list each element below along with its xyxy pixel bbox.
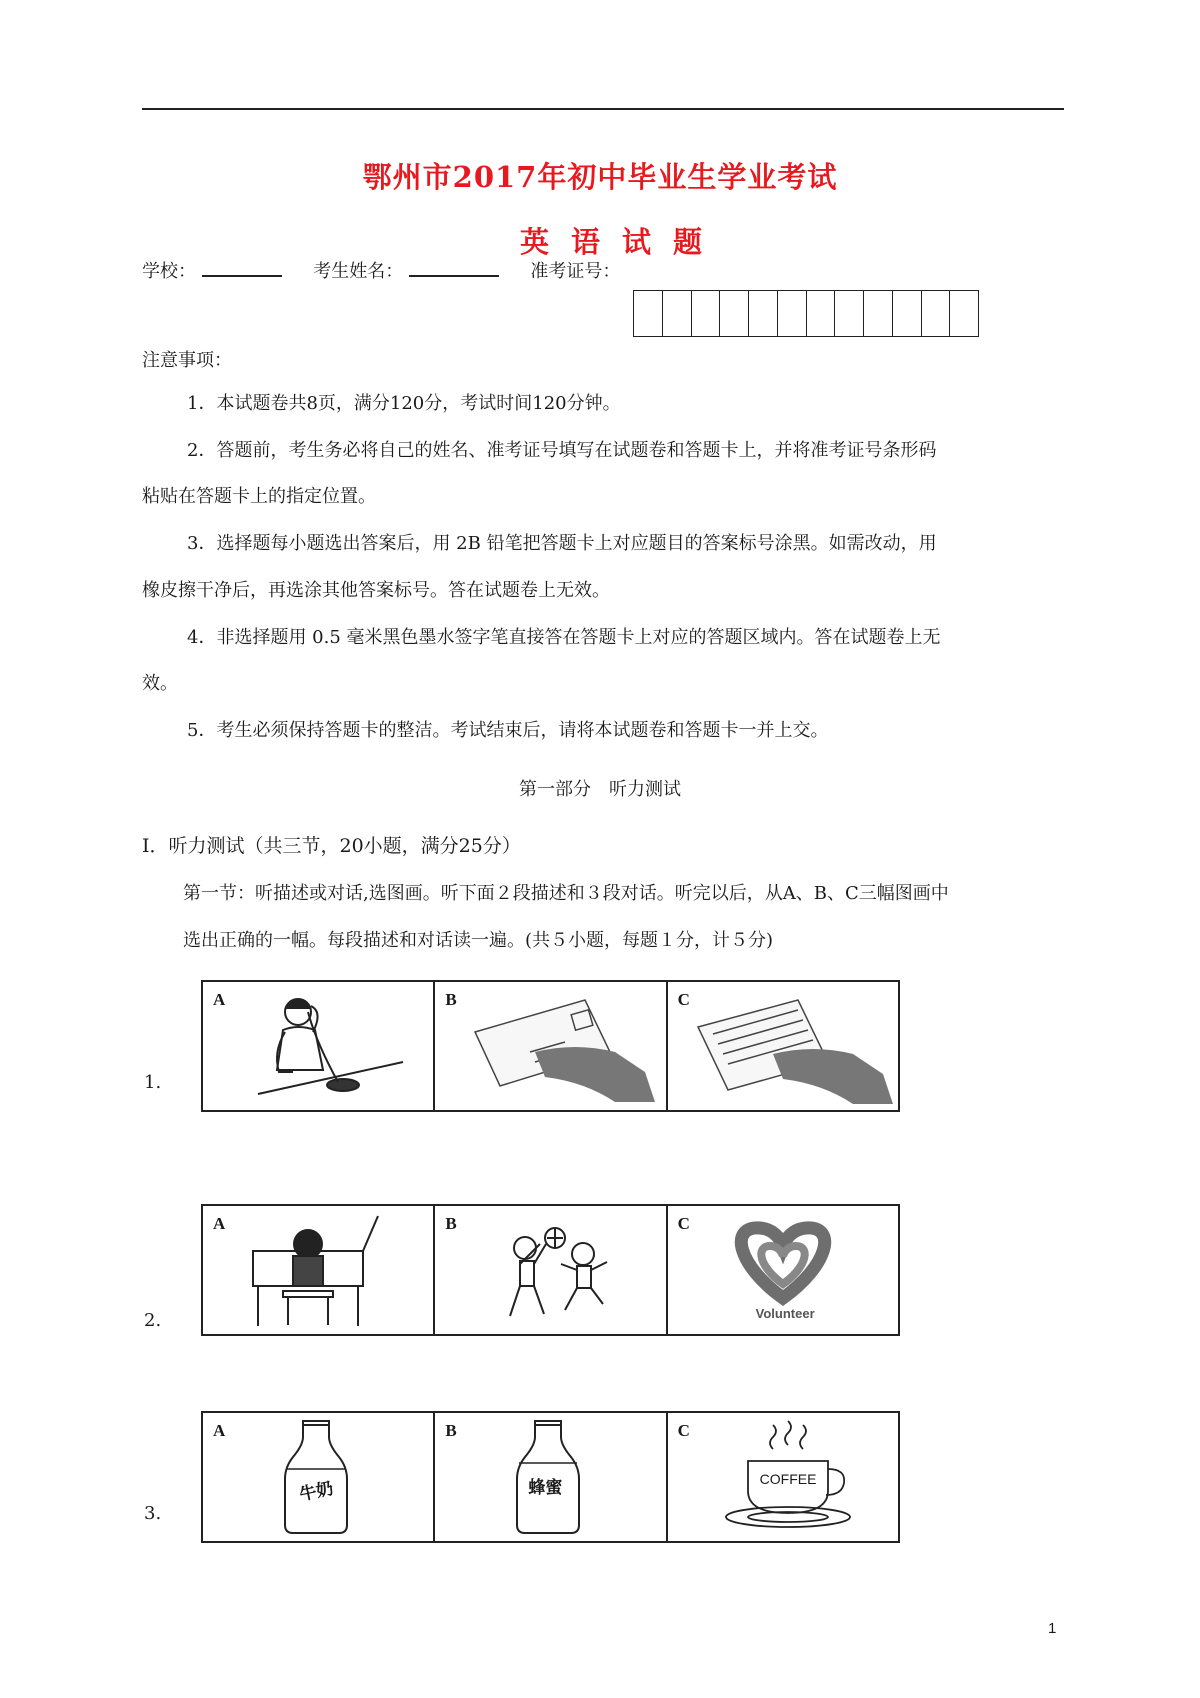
honey-label: 蜂蜜 — [528, 1478, 563, 1498]
option-letter: A — [213, 1214, 226, 1233]
volunteer-logo-text: Volunteer — [755, 1306, 815, 1321]
note-3-cont: 橡皮擦干净后，再选涂其他答案标号。答在试题卷上无效。 — [142, 580, 610, 601]
girl-playing-piano-icon — [203, 1206, 434, 1334]
notes-heading: 注意事项： — [142, 350, 232, 371]
option-letter: B — [445, 1214, 457, 1233]
q1-option-c[interactable] — [668, 982, 898, 1110]
question-3-pictures — [201, 1411, 900, 1543]
q2-option-b[interactable] — [435, 1206, 667, 1334]
q2-option-c[interactable] — [668, 1206, 898, 1334]
note-3: 3．选择题每小题选出答案后，用 2B 铅笔把答题卡上对应题目的答案标号涂黑。如需改动，用 — [187, 533, 937, 554]
coffee-label: COFFEE — [759, 1471, 817, 1487]
q3-option-b[interactable] — [435, 1413, 667, 1541]
q3-option-a[interactable] — [203, 1413, 435, 1541]
school-blank[interactable] — [202, 259, 282, 277]
section-heading: Ⅰ．听力测试（共三节，20小题，满分25分） — [142, 835, 521, 857]
hand-writing-postcard-icon — [435, 982, 666, 1110]
question-2-pictures — [201, 1204, 900, 1336]
option-letter: C — [677, 1214, 690, 1233]
question-2-number: 2. — [144, 1310, 162, 1331]
exam-id-boxes[interactable] — [633, 290, 979, 337]
boys-playing-basketball-icon — [435, 1206, 666, 1334]
q1-option-b[interactable] — [435, 982, 667, 1110]
school-label: 学校： — [142, 261, 196, 282]
section1-line1: 第一节：听描述或对话,选图画。听下面２段描述和３段对话。听完以后，从A、B、C三幅图画中 — [183, 883, 949, 904]
option-letter: C — [677, 990, 690, 1009]
question-3-number: 3. — [144, 1503, 162, 1524]
note-4: 4．非选择题用 0.5 毫米黑色墨水签字笔直接答在答题卡上对应的答题区域内。答在试题卷上无 — [187, 627, 941, 648]
exam-id-label: 准考证号： — [530, 261, 621, 282]
section1-line2: 选出正确的一幅。每段描述和对话读一遍。(共５小题，每题１分，计５分) — [183, 930, 774, 951]
option-letter: B — [445, 1421, 457, 1440]
note-2-cont: 粘贴在答题卡上的指定位置。 — [142, 486, 376, 507]
question-1-pictures — [201, 980, 900, 1112]
q2-option-a[interactable] — [203, 1206, 435, 1334]
note-5: 5．考生必须保持答题卡的整洁。考试结束后，请将本试题卷和答题卡一并上交。 — [187, 720, 829, 741]
header-rule — [142, 108, 1064, 110]
question-1-number: 1. — [144, 1072, 162, 1093]
option-letter: A — [213, 1421, 226, 1440]
man-on-phone-icon — [203, 982, 434, 1110]
note-4-cont: 效。 — [142, 673, 178, 694]
part-heading: 第一部分 听力测试 — [519, 779, 681, 800]
page-number: 1 — [1048, 1620, 1057, 1637]
option-letter: C — [677, 1421, 690, 1440]
milk-label: 牛奶 — [297, 1478, 336, 1506]
hand-writing-letter-icon — [668, 982, 899, 1110]
q3-option-c[interactable] — [668, 1413, 898, 1541]
q1-option-a[interactable] — [203, 982, 435, 1110]
note-1: 1．本试题卷共8页，满分120分，考试时间120分钟。 — [187, 393, 621, 414]
option-letter: B — [445, 990, 457, 1009]
name-label: 考生姓名： — [313, 261, 404, 282]
exam-title: 鄂州市2017年初中毕业生学业考试 — [362, 160, 838, 194]
name-blank[interactable] — [409, 259, 499, 277]
exam-subtitle: 英语试题 — [519, 225, 724, 259]
option-letter: A — [213, 990, 226, 1009]
fields-line — [142, 257, 620, 283]
note-2: 2．答题前，考生务必将自己的姓名、准考证号填写在试题卷和答题卡上，并将准考证号条形码 — [187, 440, 937, 461]
